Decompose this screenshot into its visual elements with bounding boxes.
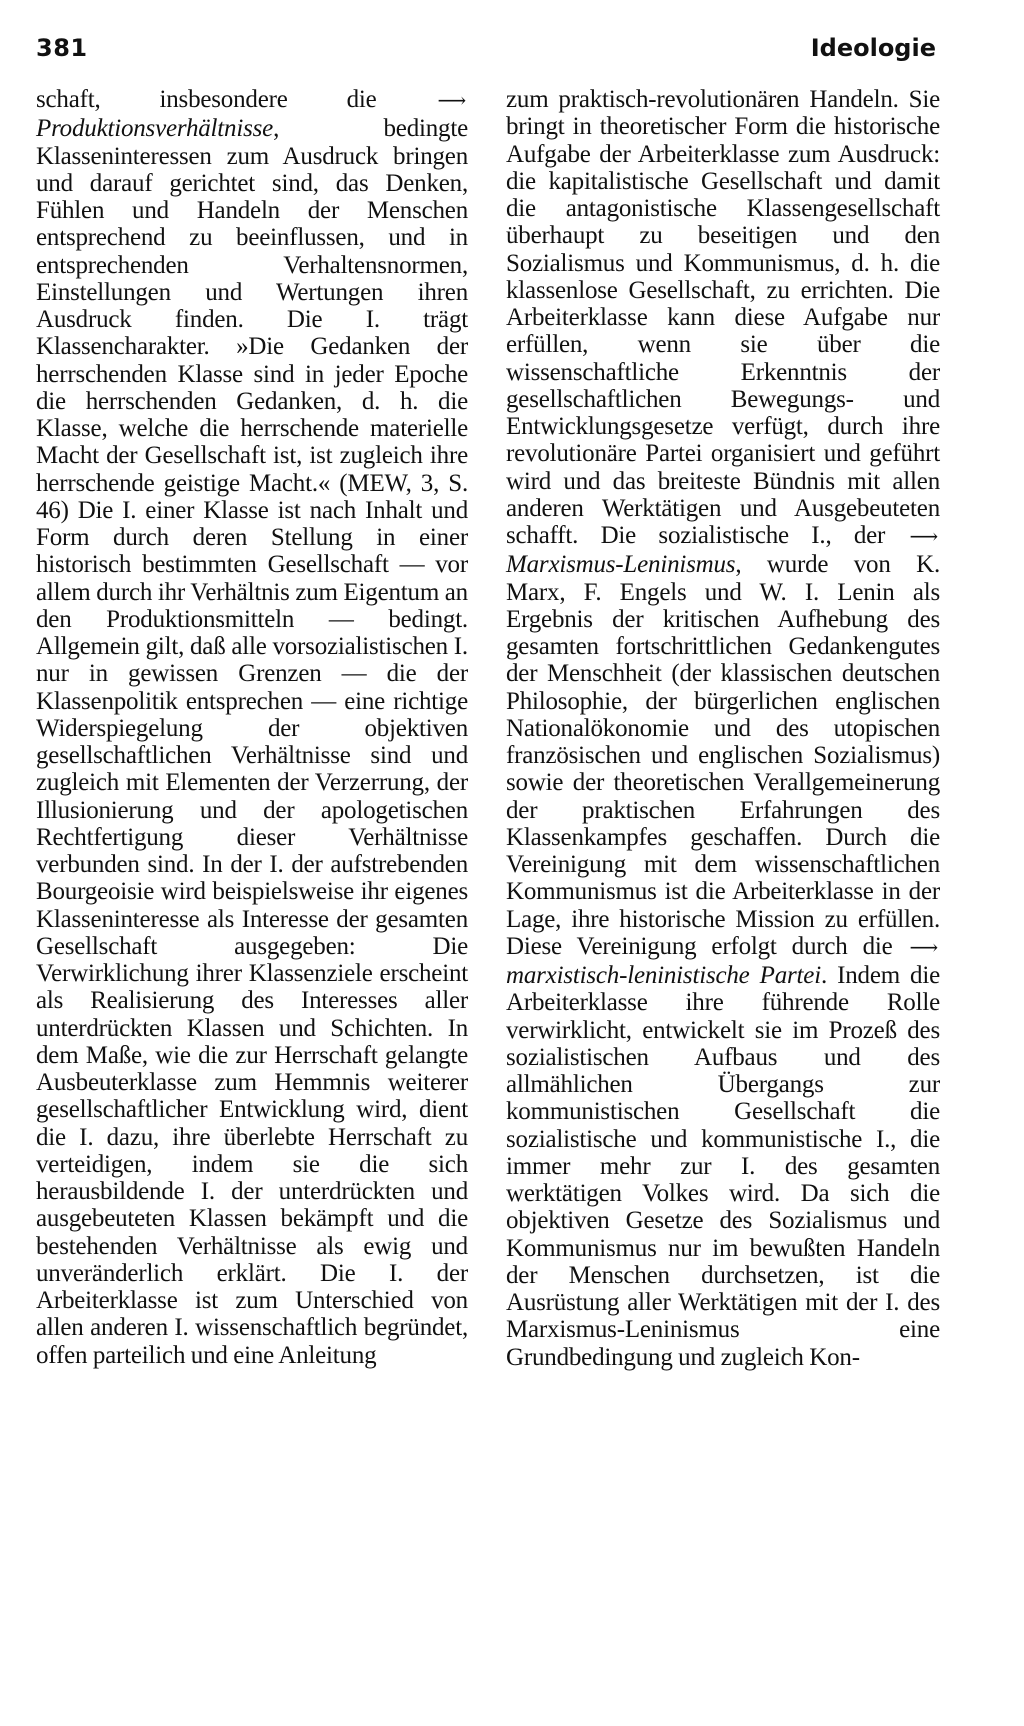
text-segment: , bedingte Klasseninteressen zum Ausdruck bringen und darauf gerichtet sind, das Denken, Fühlen und Handeln der Menschen entsprechend zu beeinflussen, und in entsprechenden Verhaltensnormen, Einstellungen und Wertungen ihren Ausdruck finden. Die I. trägt Klassencharakter. »Die Gedanken der herrschenden Klasse sind in jeder Epoche die herrschenden Gedanken, d. h. die Klasse, welche die herrschende materielle Macht der Gesellschaft ist, ist zugleich ihre herrschende geistige Macht.« (MEW, 3, S. 46) Die I. einer Klasse ist nach Inhalt und Form durch deren Stellung in einer historisch bestimmten Gesellschaft — vor allem durch ihr Verhältnis zum Eigentum an den Produktionsmitteln — bedingt. Allgemein gilt, daß alle vorsozialistischen I. nur in gewissen Grenzen — die der Klassenpolitik entsprechen — eine richtige Widerspiegelung der objektiven gesellschaftlichen Verhältnisse sind und zugleich mit Elementen der Verzerrung, der Illusionierung und der apologetischen Rechtfertigung dieser Verhältnisse verbunden sind. In der I. der aufstrebenden Bourgeoisie wird beispielsweise ihr eigenes Klasseninteresse als Interesse der gesamten Gesellschaft ausgegeben: Die Verwirklichung ihrer Klassenziele erscheint als Realisierung des Interesses aller unterdrückten Klassen und Schichten. In dem Maße, wie die zur Herrschaft gelangte Ausbeuterklasse zum Hemmnis weiterer gesellschaftlicher Entwicklung wird, dient die I. dazu, ihre überlebte Herrschaft zu verteidigen, indem sie die sich herausbildende I. der unterdrückten und ausgebeuteten Klassen bekämpft und die bestehenden Verhältnisse als ewig und unveränderlich erklärt. Die I. der Arbeiterklasse ist zum Unterschied von allen anderen I. wissenschaftlich begründet, offen parteilich und eine Anleitung bbox=[36, 115, 468, 1369]
text-segment: . Indem die Arbeiterklasse ihre führende Rolle verwirklicht, entwickelt sie im Prozeß des sozialistischen Aufbaus und des allmählichen Übergangs zur kommunistischen Gesellschaft die sozialistische und kommunistische I., die immer mehr zur I. des gesamten werktätigen Volkes wird. Da sich die objektiven Gesetze des Sozialismus und Kommunismus nur im bewußten Handeln der Menschen durchsetzen, ist die Ausrüstung aller Werktätigen mit der I. des Marxismus-Leninismus eine Grundbedingung und zugleich Kon- bbox=[506, 962, 940, 1371]
crossref-marxistisch-leninistische-partei[interactable]: marxistisch-leninistische Partei bbox=[506, 962, 821, 989]
entry-text-right bbox=[506, 86, 940, 1371]
text-column-left bbox=[36, 86, 468, 1369]
running-head: Ideologie bbox=[810, 34, 936, 62]
text-segment: zum praktisch-revolutionären Handeln. Sie bringt in theoretischer Form die historische Aufgabe der Arbeiterklasse zum Ausdruck: die kapitalistische Gesellschaft und damit die antagonistische Klassengesellschaft überhaupt zu beseitigen und den Sozialismus und Kommunismus, d. h. die klassenlose Gesellschaft, zu errichten. Die Arbeiterklasse kann diese Aufgabe nur erfüllen, wenn sie über die wissenschaftliche Erkenntnis der gesellschaftlichen Bewegungs- und Entwicklungsgesetze verfügt, durch ihre revolutionäre Partei organisiert und geführt wird und das breiteste Bündnis mit allen anderen Werktätigen und Ausgebeuteten schafft. Die sozialistische I., der bbox=[506, 86, 940, 549]
crossref-produktionsverhaeltnisse[interactable]: Produktionsverhältnisse bbox=[36, 115, 274, 143]
crossref-marxismus-leninismus[interactable]: Marxismus-Leninismus bbox=[506, 551, 736, 579]
crossref-arrow-icon: ⟶ bbox=[909, 526, 938, 548]
page-number: 381 bbox=[36, 34, 88, 62]
entry-text-left bbox=[36, 86, 468, 1369]
text-segment: schaft, insbesondere die bbox=[36, 86, 436, 113]
text-segment: , wurde von K. Marx, F. Engels und W. I. Lenin als Ergebnis der kritischen Aufhebung des gesamten fortschrittlichen Gedankengutes der Menschheit (der klassischen deutschen Philosophie, der bürgerlichen englischen Nationalökonomie und des utopischen französischen und englischen Sozialismus) sowie der theoretischen Verallgemeinerung der praktischen Erfahrungen des Klassenkampfes geschaffen. Durch die Vereinigung mit dem wissenschaftlichen Kommunismus ist die Arbeiterklasse in der Lage, ihre historische Mission zu erfüllen. Diese Vereinigung erfolgt durch die bbox=[506, 551, 940, 960]
crossref-arrow-icon: ⟶ bbox=[909, 936, 938, 959]
text-column-right bbox=[506, 86, 940, 1371]
crossref-arrow-icon: ⟶ bbox=[437, 90, 466, 112]
